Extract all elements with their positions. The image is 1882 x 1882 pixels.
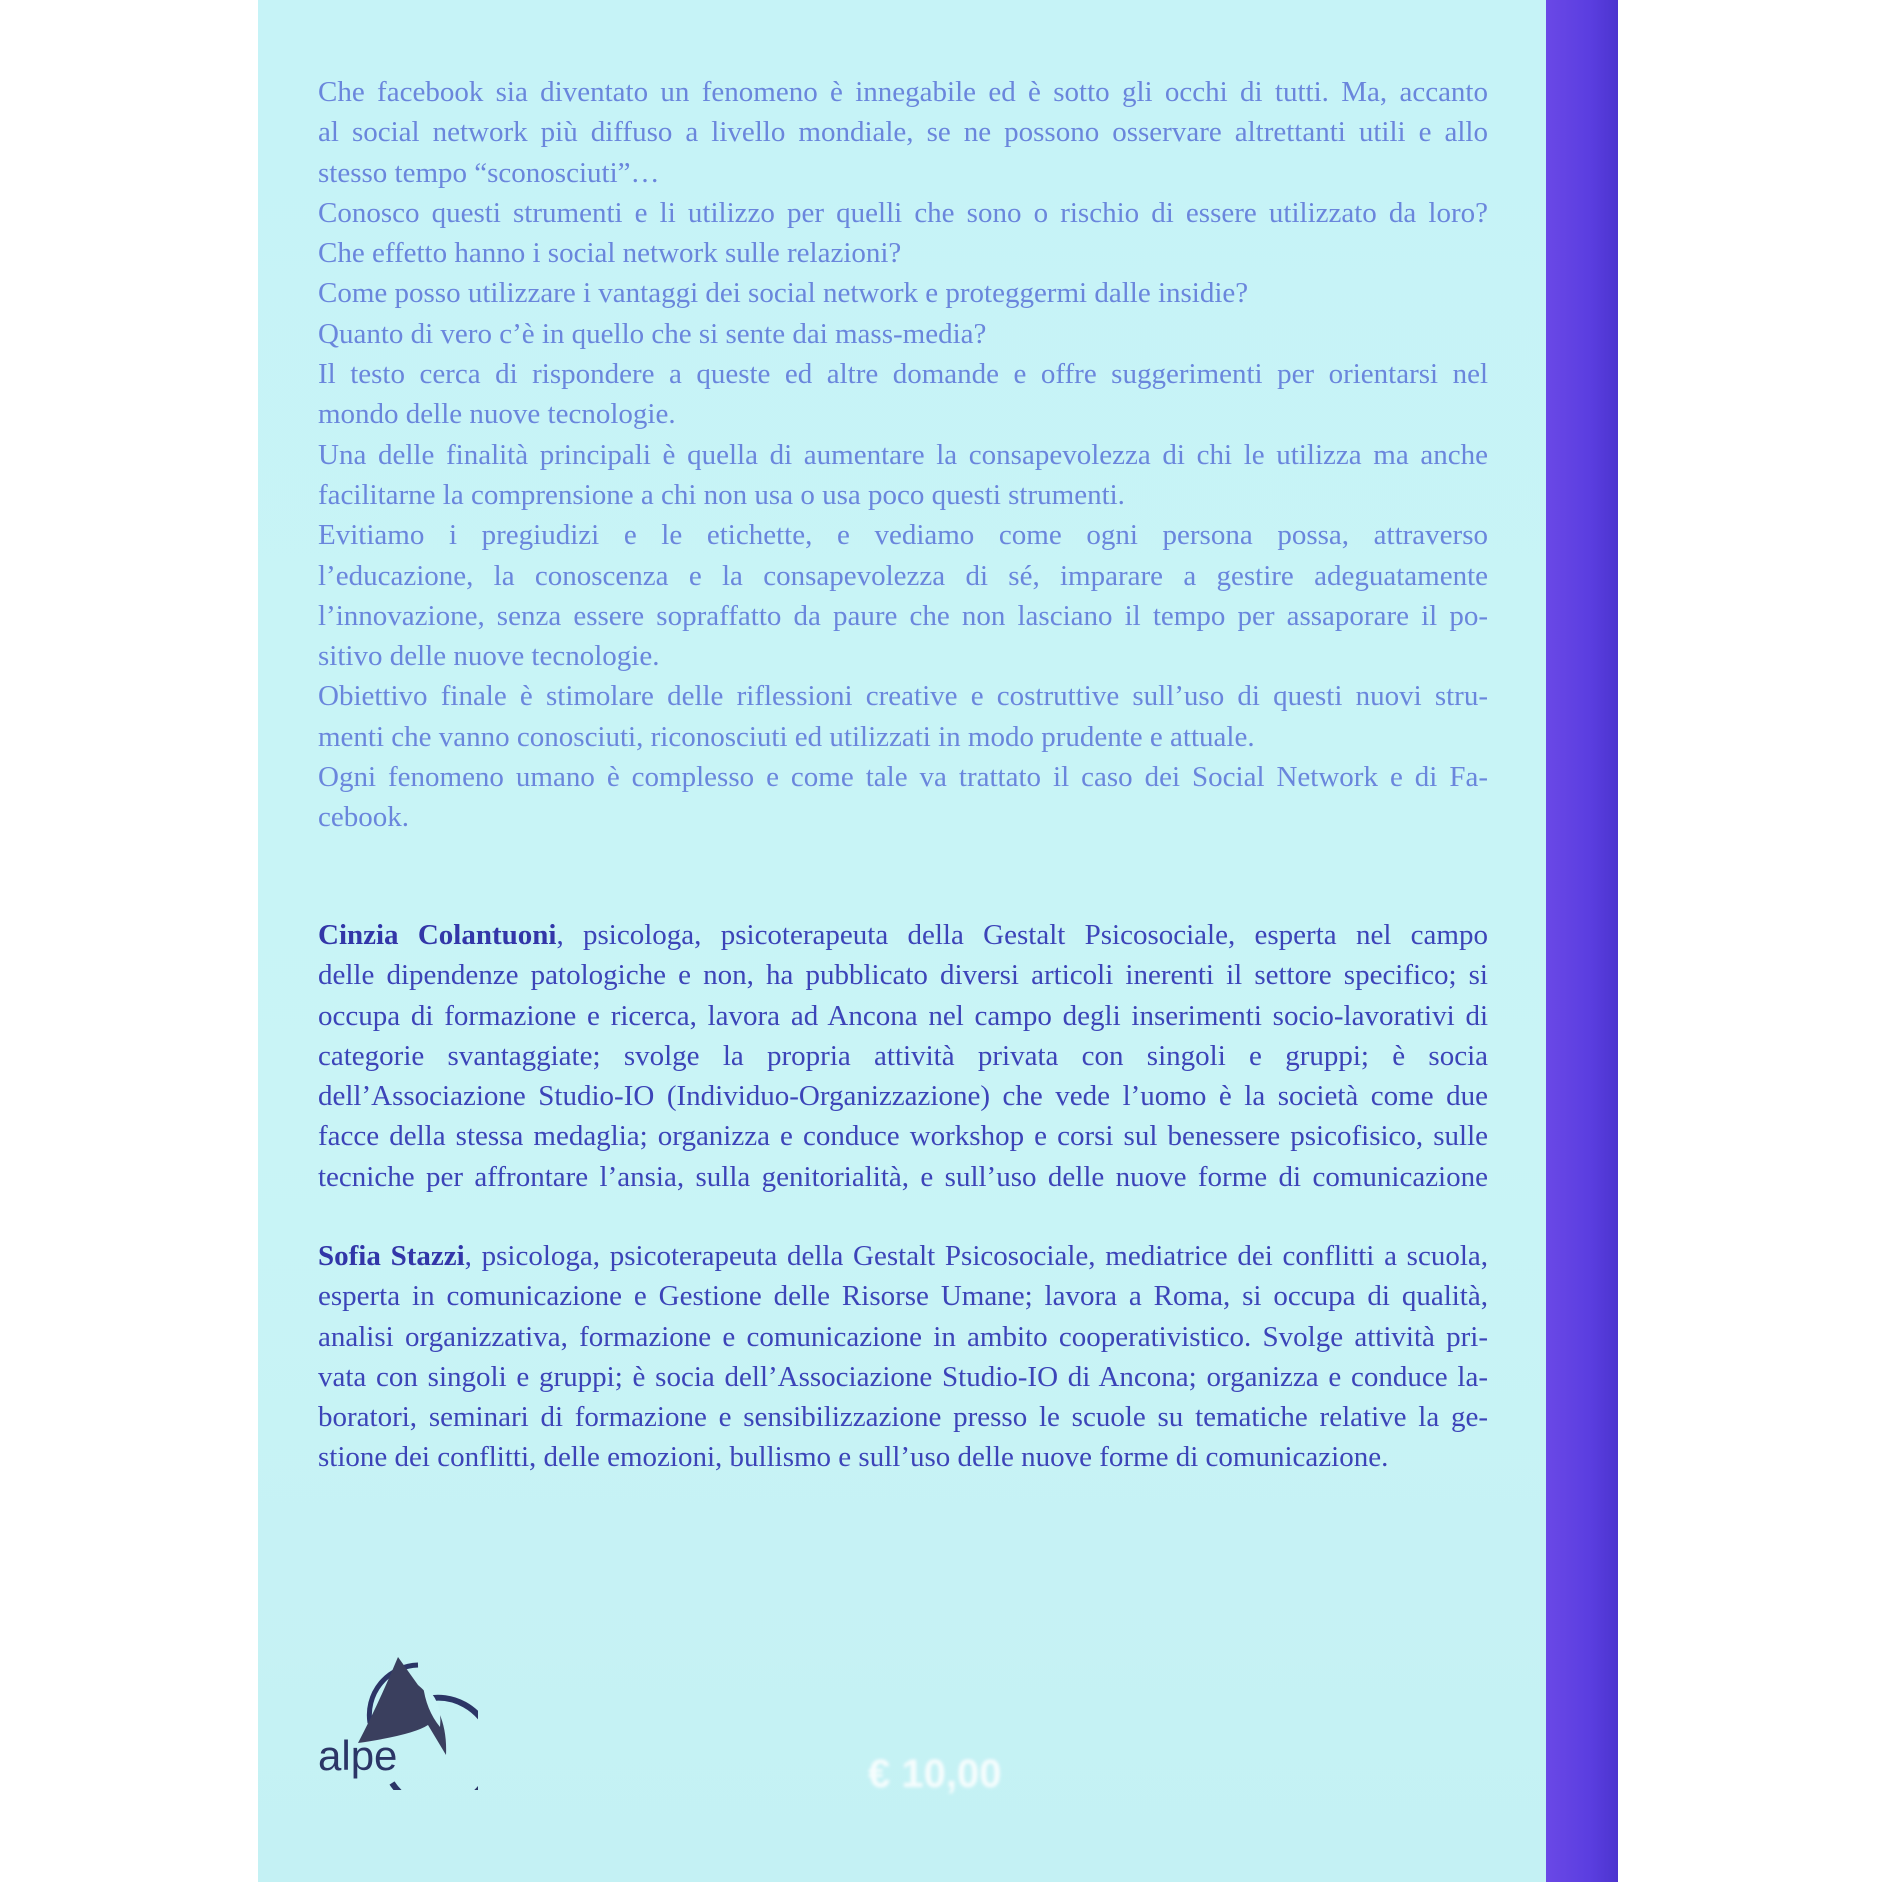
author-name: Cinzia Colantuoni	[318, 919, 557, 951]
text-line: stesso tempo “sconosciuti”…	[318, 156, 660, 189]
author-bio-stazzi	[318, 1236, 1488, 1478]
text-line: Conosco questi strumenti e li utilizzo per quelli che sono o rischio di essere utilizzato da loro?	[318, 196, 1488, 229]
text-line: Una delle finalità principali è quella di aumentare la consapevolezza di chi le utilizza ma anche	[318, 438, 1488, 471]
text-line: Quanto di vero c’è in quello che si sente dai mass-media?	[318, 317, 987, 350]
text-line: boratori, seminari di formazione e sensibilizzazione presso le scuole su tematiche relative la ge-	[318, 1401, 1488, 1434]
text-line: occupa di formazione e ricerca, lavora ad Ancona nel campo degli inserimenti socio-lavorativi di	[318, 999, 1488, 1032]
author-bio-colantuoni	[318, 915, 1488, 1197]
alpe-logo	[318, 1655, 478, 1790]
text-line: mondo delle nuove tecnologie.	[318, 398, 676, 431]
text-line: cebook.	[318, 801, 409, 834]
text-line: Cinzia Colantuoni, psicologa, psicoterapeuta della Gestalt Psicosociale, esperta nel campo	[318, 919, 1488, 951]
text-line: stione dei conflitti, delle emozioni, bullismo e sull’uso delle nuove forme di comunicazione.	[318, 1441, 1389, 1474]
text-line: dell’Associazione Studio-IO (Individuo-Organizzazione) che vede l’uomo è la società come due	[318, 1080, 1488, 1113]
text-line: Che effetto hanno i social network sulle relazioni?	[318, 237, 902, 270]
text-line: al social network più diffuso a livello mondiale, se ne possono osservare altrettanti utili e allo	[318, 116, 1488, 149]
text-line: Evitiamo i pregiudizi e le etichette, e vediamo come ogni persona possa, attraverso	[318, 519, 1488, 552]
logo-text: alpe	[318, 1732, 398, 1779]
text-line: Come posso utilizzare i vantaggi dei social network e proteggermi dalle insidie?	[318, 277, 1249, 310]
text-line: facce della stessa medaglia; organizza e conduce workshop e corsi sul benessere psicofisico, sulle	[318, 1120, 1488, 1153]
author-name: Sofia Stazzi	[318, 1240, 465, 1272]
text-line: vata con singoli e gruppi; è socia dell’Associazione Studio-IO di Ancona; organizza e conduce la-	[318, 1360, 1488, 1393]
text-line: Sofia Stazzi, psicologa, psicoterapeuta della Gestalt Psicosociale, mediatrice dei conflitti a scuola,	[318, 1240, 1488, 1272]
text-line: Che facebook sia diventato un fenomeno è innegabile ed è sotto gli occhi di tutti. Ma, accanto	[318, 76, 1488, 108]
price: € 10,00	[868, 1752, 1002, 1796]
text-line: tecniche per affrontare l’ansia, sulla genitorialità, e sull’uso delle nuove forme di comunicazione	[318, 1160, 1488, 1193]
text-line: esperta in comunicazione e Gestione delle Risorse Umane; lavora a Roma, si occupa di qualità,	[318, 1280, 1488, 1313]
text-line: analisi organizzativa, formazione e comunicazione in ambito cooperativistico. Svolge attività pri-	[318, 1320, 1488, 1353]
text-line: categorie svantaggiate; svolge la propria attività privata con singoli e gruppi; è socia	[318, 1039, 1488, 1072]
text-line: sitivo delle nuove tecnologie.	[318, 640, 660, 673]
text-line: Obiettivo finale è stimolare delle riflessioni creative e costruttive sull’uso di questi nuovi stru-	[318, 680, 1488, 713]
blurb-text	[318, 72, 1488, 838]
text-line: l’innovazione, senza essere sopraffatto da paure che non lasciano il tempo per assaporare il po-	[318, 599, 1488, 632]
text-line: menti che vanno conosciuti, riconosciuti ed utilizzati in modo prudente e attuale.	[318, 720, 1255, 753]
text-line: Il testo cerca di rispondere a queste ed altre domande e offre suggerimenti per orientarsi nel	[318, 358, 1488, 391]
book-spine	[1546, 0, 1618, 1882]
text-line: l’educazione, la conoscenza e la consapevolezza di sé, imparare a gestire adeguatamente	[318, 559, 1488, 592]
text-line: facilitarne la comprensione a chi non usa o usa poco questi strumenti.	[318, 478, 1125, 511]
text-line: delle dipendenze patologiche e non, ha pubblicato diversi articoli inerenti il settore specifico; si	[318, 959, 1488, 992]
text-line: Ogni fenomeno umano è complesso e come tale va trattato il caso dei Social Network e di Fa-	[318, 761, 1488, 794]
